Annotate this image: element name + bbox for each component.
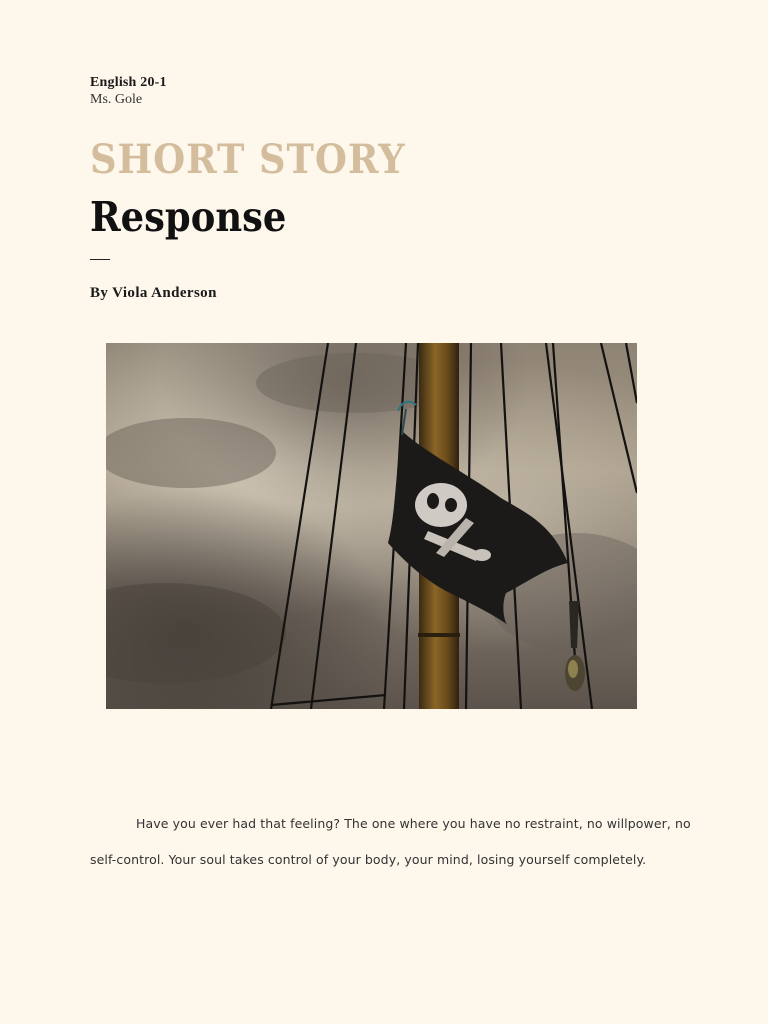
- course-name: English 20-1: [90, 75, 167, 90]
- title-response: Response: [90, 193, 287, 241]
- body-paragraph-line-1: Have you ever had that feeling? The one where you have no restraint, no willpower, no: [136, 816, 691, 831]
- author-byline: By Viola Anderson: [90, 285, 217, 301]
- title-divider: [90, 259, 110, 260]
- body-paragraph-line-2: self-control. Your soul takes control of your body, your mind, losing yourself completely.: [90, 852, 647, 867]
- pirate-flag-photo: [106, 343, 637, 709]
- title-short-story: SHORT STORY: [90, 136, 406, 183]
- teacher-name: Ms. Gole: [90, 92, 143, 107]
